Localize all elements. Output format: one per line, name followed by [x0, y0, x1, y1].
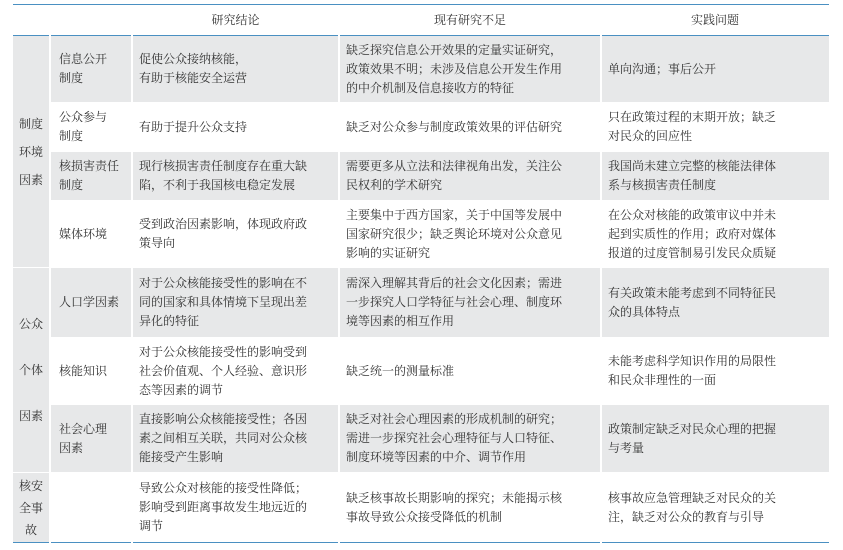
shortcoming-cell: 主要集中于西方国家，关于中国等发展中 国家研究很少；缺乏舆论环境对公众意见 影响的实证研究 — [339, 201, 601, 268]
factor-cell: 信息公开 制度 — [50, 36, 132, 103]
shortcoming-cell: 缺乏对社会心理因素的形成机制的研究； 需进一步探究社会心理特征与人口特征、 制度环境等因素的中介、调节作用 — [339, 405, 601, 473]
conclusion-cell: 受到政治因素影响，体现政府政 策导向 — [132, 201, 339, 268]
factor-cell: 公众参与 制度 — [50, 103, 132, 152]
conclusion-cell: 直接影响公众核能接受性；各因 素之间相互关联，共同对公众核 能接受产生影响 — [132, 405, 339, 473]
factor-cell — [50, 473, 132, 543]
group-label-accident: 核安 全事 故 — [13, 473, 50, 543]
factor-cell: 媒体环境 — [50, 201, 132, 268]
factor-cell: 社会心理 因素 — [50, 405, 132, 473]
factor-cell: 核损害责任 制度 — [50, 152, 132, 201]
conclusion-cell: 有助于提升公众支持 — [132, 103, 339, 152]
header-blank-2 — [50, 5, 132, 36]
practice-cell: 未能考虑科学知识作用的局限性 和民众非理性的一面 — [601, 338, 829, 405]
shortcoming-cell: 缺乏对公众参与制度政策效果的评估研究 — [339, 103, 601, 152]
practice-cell: 单向沟通；事后公开 — [601, 36, 829, 103]
shortcoming-cell: 缺乏探究信息公开效果的定量实证研究， 政策效果不明；未涉及信息公开发生作用 的中介机制及信息接收方的特征 — [339, 36, 601, 103]
table-row — [13, 405, 829, 473]
header-shortcoming: 现有研究不足 — [339, 5, 601, 36]
group-label-institutional: 制度 环境 因素 — [13, 36, 50, 268]
practice-cell: 有关政策未能考虑到不同特征民 众的具体特点 — [601, 268, 829, 338]
practice-cell: 只在政策过程的末期开放；缺乏 对民众的回应性 — [601, 103, 829, 152]
conclusion-cell: 对于公众核能接受性的影响受到 社会价值观、个人经验、意识形 态等因素的调节 — [132, 338, 339, 405]
table-row — [13, 201, 829, 268]
shortcoming-cell: 缺乏统一的测量标准 — [339, 338, 601, 405]
table-row — [13, 103, 829, 152]
practice-cell: 我国尚未建立完整的核能法律体 系与核损害责任制度 — [601, 152, 829, 201]
factor-cell: 核能知识 — [50, 338, 132, 405]
shortcoming-cell: 缺乏核事故长期影响的探究；未能揭示核 事故导致公众接受降低的机制 — [339, 473, 601, 543]
table-row — [13, 36, 829, 103]
practice-cell: 在公众对核能的政策审议中并未 起到实质性的作用；政府对媒体 报道的过度管制易引发民众质疑 — [601, 201, 829, 268]
practice-cell: 核事故应急管理缺乏对民众的关 注，缺乏对公众的教育与引导 — [601, 473, 829, 543]
header-conclusion: 研究结论 — [132, 5, 339, 36]
conclusion-cell: 现行核损害责任制度存在重大缺 陷，不利于我国核电稳定发展 — [132, 152, 339, 201]
table-row — [13, 473, 829, 543]
factor-cell: 人口学因素 — [50, 268, 132, 338]
table-row — [13, 338, 829, 405]
table-row — [13, 268, 829, 338]
shortcoming-cell: 需深入理解其背后的社会文化因素；需进 一步探究人口学特征与社会心理、制度环 境等因素的相互作用 — [339, 268, 601, 338]
table-header-row — [13, 5, 829, 36]
research-summary-table — [13, 4, 829, 543]
conclusion-cell: 导致公众对核能的接受性降低； 影响受到距离事故发生地远近的 调节 — [132, 473, 339, 543]
shortcoming-cell: 需要更多从立法和法律视角出发，关注公 民权利的学术研究 — [339, 152, 601, 201]
conclusion-cell: 对于公众核能接受性的影响在不 同的国家和具体情境下呈现出差 异化的特征 — [132, 268, 339, 338]
header-practice: 实践问题 — [601, 5, 829, 36]
conclusion-cell: 促使公众接纳核能， 有助于核能安全运营 — [132, 36, 339, 103]
table-row — [13, 152, 829, 201]
header-blank-1 — [13, 5, 50, 36]
practice-cell: 政策制定缺乏对民众心理的把握 与考量 — [601, 405, 829, 473]
group-label-individual: 公众 个体 因素 — [13, 268, 50, 473]
